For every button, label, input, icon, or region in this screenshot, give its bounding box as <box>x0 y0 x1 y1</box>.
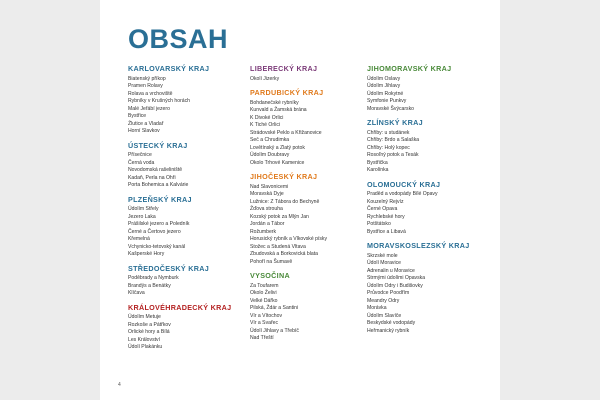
toc-section <box>128 64 238 136</box>
toc-entry[interactable]: Heřmanický rybník <box>367 327 410 334</box>
toc-entry[interactable]: Žďova strouha <box>250 206 283 212</box>
toc-entry[interactable]: Velké Dářko <box>250 297 278 304</box>
section-heading: MORAVSKOSLEZSKÝ KRAJ <box>367 241 470 250</box>
page-number: 4 <box>118 382 121 388</box>
toc-section <box>250 271 360 343</box>
toc-entry[interactable]: Údolím Jihlavy <box>367 83 401 89</box>
toc-entry[interactable]: Lužnice: Z Tábora do Bechyně <box>250 198 320 205</box>
toc-entry[interactable]: Nad Slavonicemi <box>250 183 289 190</box>
toc-entry[interactable]: Okolo Trhové Kamenice <box>250 159 305 166</box>
toc-entry[interactable]: Praděd a vodopády Bílé Opavy <box>367 191 438 197</box>
toc-entry[interactable]: Horusický rybník a Vlkovské písky <box>250 236 327 242</box>
toc-entry[interactable]: Les Království <box>128 336 160 343</box>
toc-entry[interactable]: Pilská, Ždár a Santini <box>250 305 299 311</box>
toc-entry[interactable]: Kozský potok za Mlýn Jan <box>250 213 309 220</box>
section-heading: ZLÍNSKÝ KRAJ <box>367 118 423 127</box>
section-heading: STŘEDOČESKÝ KRAJ <box>128 263 210 273</box>
toc-entry[interactable]: Strádovské Peklo a Křižanovice <box>250 129 322 136</box>
toc-entry[interactable]: Údolím Odry i Budišovky <box>367 282 423 289</box>
toc-entry[interactable]: Rychlebské hory <box>367 213 405 220</box>
toc-entry[interactable]: Pohoří na Šumavě <box>250 258 293 265</box>
toc-entry[interactable]: Karolínka <box>367 167 389 173</box>
toc-entry[interactable]: Stožec a Studená Vltava <box>250 243 306 250</box>
toc-entry[interactable]: Průvodce Poodřím <box>367 290 410 296</box>
toc-entry[interactable]: Údolím Doubravy <box>250 152 290 158</box>
section-heading: KRÁLOVÉHRADECKÝ KRAJ <box>128 302 232 312</box>
toc-section <box>250 88 360 167</box>
toc-entry[interactable]: Rybníky v Krušných horách <box>128 98 191 104</box>
toc-entry[interactable]: K Divoké Orlici <box>250 114 284 121</box>
toc-entry[interactable]: Poděbrady a Nymburk <box>128 275 179 281</box>
toc-entry[interactable]: Údolím Oslavy <box>367 75 401 82</box>
toc-entry[interactable]: Biatenský příkop <box>128 75 166 82</box>
toc-entry[interactable]: Orlické hory a Bílá <box>128 329 170 335</box>
toc-entry[interactable]: Bystřice <box>128 113 147 119</box>
toc-section <box>250 172 360 266</box>
toc-entry[interactable]: Prášilské jezero a Poledník <box>128 221 190 227</box>
toc-entry[interactable]: Černá voda <box>128 159 155 166</box>
toc-entry[interactable]: Rosoľný potok a Tesák <box>367 152 419 158</box>
toc-entry[interactable]: Kadaň, Perla na Ohři <box>128 174 176 181</box>
toc-entry[interactable]: Potštátsko <box>367 221 391 227</box>
toc-entry[interactable]: Rožumberk <box>250 228 277 235</box>
toc-entry[interactable]: Okolo Želivi <box>250 290 277 296</box>
toc-entry[interactable]: Nad Třeští <box>250 335 274 341</box>
toc-entry[interactable]: Rozkoše a Pátřkov <box>128 321 171 328</box>
toc-entry[interactable]: Údolím Slavíče <box>367 312 402 319</box>
section-heading: JIHOMORAVSKÝ KRAJ <box>367 64 452 73</box>
section-heading: PARDUBICKÝ KRAJ <box>250 88 324 97</box>
toc-entry[interactable]: Moravské Švýcarsko <box>367 105 414 112</box>
toc-section <box>367 118 497 175</box>
toc-entry[interactable]: Přísečnice <box>128 152 152 158</box>
toc-section <box>250 64 360 83</box>
toc-entry[interactable]: Kouzelný Rejvíz <box>367 198 404 205</box>
toc-section <box>128 195 238 259</box>
toc-entry[interactable]: Kunvald a Žamská brána <box>250 107 307 113</box>
toc-column-2 <box>250 64 360 348</box>
toc-entry[interactable]: Novodomská rašeliniště <box>128 167 183 173</box>
section-heading: LIBERECKÝ KRAJ <box>250 64 318 73</box>
toc-entry[interactable]: Morávka <box>367 305 387 311</box>
toc-entry[interactable]: Bohdanečské rybníky <box>250 99 299 106</box>
toc-section <box>128 303 238 352</box>
toc-entry[interactable]: Seč a Chrudimka <box>250 137 290 143</box>
toc-entry[interactable]: Černé Opava <box>367 206 398 212</box>
toc-entry[interactable]: Zbudovská a Borkovická blata <box>250 251 318 257</box>
toc-entry[interactable]: Rolava a vrchoviště <box>128 90 173 97</box>
toc-entry[interactable]: Horní Slavkov <box>128 128 160 134</box>
toc-entry[interactable]: Křemelná <box>128 236 150 242</box>
toc-entry[interactable]: Údolím Střely <box>128 206 159 212</box>
toc-entry[interactable]: Skrzské mole <box>367 252 398 259</box>
toc-section <box>128 141 238 190</box>
toc-entry[interactable]: Chřiby: u studánek <box>367 129 410 136</box>
toc-section <box>128 264 238 298</box>
toc-entry[interactable]: Porta Bohemica a Kalvárie <box>128 182 189 188</box>
toc-column-3 <box>367 64 497 340</box>
section-heading: OLOMOUCKÝ KRAJ <box>367 179 441 189</box>
toc-entry[interactable]: Symfonie Punkvy <box>367 98 407 104</box>
toc-entry[interactable]: Beskydské vodopády <box>367 320 416 326</box>
toc-entry[interactable]: Lovětínský a Zlatý potok <box>250 144 305 151</box>
toc-section <box>367 241 497 335</box>
toc-entry[interactable]: Žlutice a Vladař <box>128 120 164 127</box>
toc-entry[interactable]: Strmými údolími Opavska <box>367 275 426 281</box>
toc-entry[interactable]: Kašperské Hory <box>128 251 165 257</box>
toc-entry[interactable]: Chřiby: Brdo a Salaška <box>367 137 420 143</box>
toc-section <box>367 180 497 237</box>
section-heading: JIHOČESKÝ KRAJ <box>250 172 318 181</box>
section-heading: PLZEŇSKÝ KRAJ <box>128 194 192 204</box>
toc-entry[interactable]: Okolí Jizerky <box>250 75 280 82</box>
section-heading: VYSOČINA <box>250 271 290 280</box>
toc-entry[interactable]: Malé Jeřábí jezero <box>128 105 170 112</box>
toc-entry[interactable]: Chřiby: Holý kopec <box>367 144 410 151</box>
toc-entry[interactable]: Vír a Vítochov <box>250 312 282 319</box>
toc-page <box>100 0 500 400</box>
toc-entry[interactable]: Klíčava <box>128 290 145 296</box>
section-heading: KARLOVARSKÝ KRAJ <box>128 64 210 73</box>
toc-entry[interactable]: Vír a Svařec <box>250 320 279 326</box>
toc-entry[interactable]: Údolím Metuje <box>128 314 161 320</box>
toc-entry[interactable]: Brandýs a Benátky <box>128 282 171 289</box>
toc-entry[interactable]: Černé a Čertovo jezero <box>128 228 181 235</box>
toc-section <box>367 64 497 113</box>
toc-entry[interactable]: Vchynicko-tetovský kanál <box>128 243 186 250</box>
section-heading: ÚSTECKÝ KRAJ <box>128 140 188 150</box>
toc-entry[interactable]: Za Toufarem <box>250 282 279 289</box>
toc-entry[interactable]: Jordán a Tábor <box>250 221 285 227</box>
toc-entry[interactable]: Údolí Moravice <box>367 260 401 266</box>
toc-entry[interactable]: Údolí Jihlavy a Třebíč <box>250 327 299 334</box>
toc-entry[interactable]: Adrenalin u Moravice <box>367 267 415 274</box>
toc-column-1 <box>128 64 238 357</box>
toc-entry[interactable]: K Tiché Orlici <box>250 122 281 128</box>
toc-entry[interactable]: Bystřice a Libavá <box>367 228 406 235</box>
toc-entry[interactable]: Pramen Rolavy <box>128 83 163 89</box>
toc-entry[interactable]: Údolí Plakánku <box>128 344 163 350</box>
toc-entry[interactable]: Údolím Rokytné <box>367 90 404 97</box>
page-title: OBSAH <box>128 24 229 54</box>
toc-entry[interactable]: Moravská Dyje <box>250 191 284 197</box>
toc-entry[interactable]: Meandry Odry <box>367 297 400 304</box>
toc-entry[interactable]: Bystřička <box>367 159 388 166</box>
toc-entry[interactable]: Jezero Laka <box>128 213 156 220</box>
